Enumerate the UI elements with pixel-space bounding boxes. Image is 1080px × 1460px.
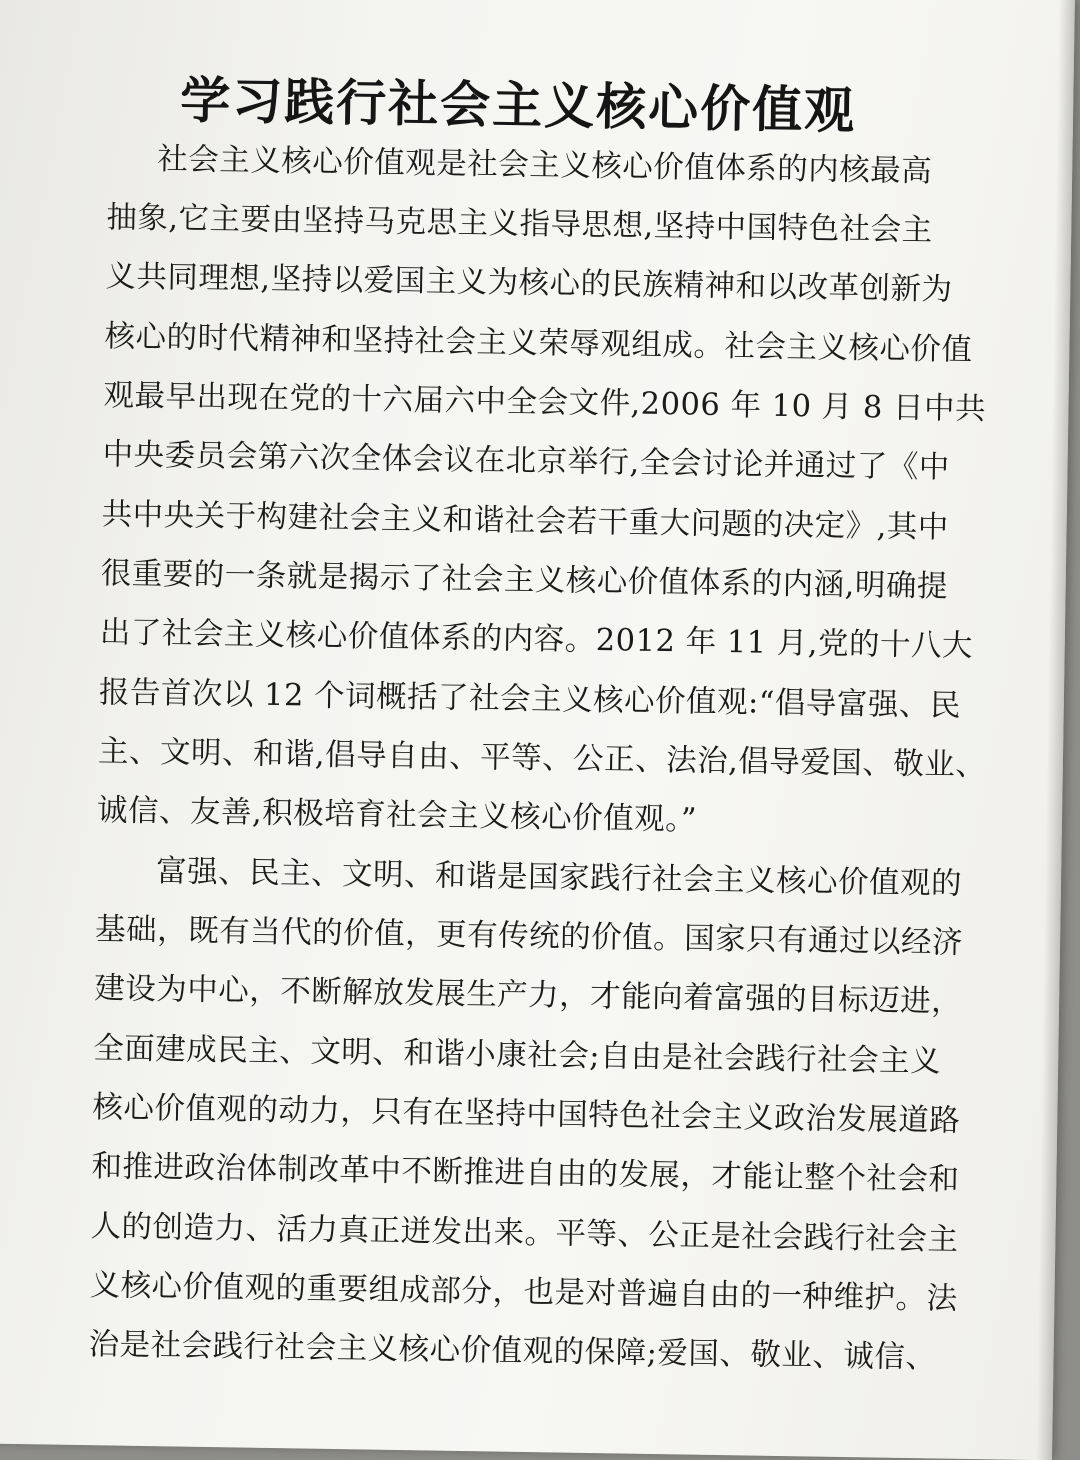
body-line: 抽象,它主要由坚持马克思主义指导思想,坚持中国特色社会主 (106, 200, 933, 249)
body-line: 主、文明、和谐,倡导自由、平等、公正、法治,倡导爱国、敬业、 (97, 734, 987, 784)
body-line: 很重要的一条就是揭示了社会主义核心价值体系的内涵,明确提 (100, 556, 949, 605)
body-line: 人的创造力、活力真正迸发出来。平等、公正是社会践行社会主 (90, 1209, 959, 1258)
body-line: 治是社会践行社会主义核心价值观的保障;爱国、敬业、诚信、 (88, 1327, 937, 1376)
body-line: 中央委员会第六次全体会议在北京举行,全会讨论并通过了《中 (102, 437, 951, 486)
body-line: 基础，既有当代的价值，更有传统的价值。国家只有通过以经济 (94, 912, 964, 961)
body-line: 和推进政治体制改革中不断推进自由的发展，才能让整个社会和 (91, 1149, 960, 1198)
body-line: 出了社会主义核心价值体系的内容。2012 年 11 月,党的十八大 (99, 615, 974, 664)
body-line: 诚信、友善,积极培育社会主义核心价值观。” (96, 793, 698, 838)
body-line: 观最早出现在党的十六届六中全会文件,2006 年 10 月 8 日中共 (103, 378, 987, 428)
body-line: 建设为中心，不断解放发展生产力，才能向着富强的目标迈进， (93, 971, 963, 1020)
body-line: 义核心价值观的重要组成部分，也是对普遍自由的一种维护。法 (89, 1268, 958, 1317)
body-line: 社会主义核心价值观是社会主义核心价值体系的内核最高 (157, 142, 933, 190)
page-edge-shadow (1036, 0, 1075, 1460)
body-line: 全面建成民主、文明、和谐小康社会;自由是社会践行社会主义 (93, 1031, 942, 1080)
body-line: 义共同理想,坚持以爱国主义为核心的民族精神和以改革创新为 (105, 259, 953, 308)
body-line: 富强、民主、文明、和谐是国家践行社会主义核心价值观的 (155, 854, 963, 902)
body-line: 核心价值观的动力，只有在坚持中国特色社会主义政治发展道路 (92, 1090, 961, 1139)
body-line: 报告首次以 12 个词概括了社会主义核心价值观:“倡导富强、民 (98, 675, 962, 724)
document-title: 学习践行社会主义核心价值观 (179, 71, 857, 141)
body-line: 核心的时代精神和坚持社会主义荣辱观组成。社会主义核心价值 (104, 319, 973, 368)
body-line: 共中央关于构建社会主义和谐社会若干重大问题的决定》,其中 (101, 497, 950, 546)
